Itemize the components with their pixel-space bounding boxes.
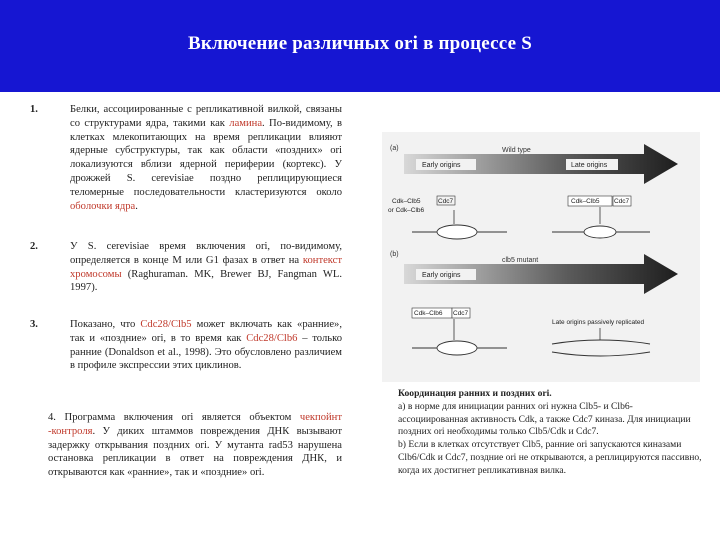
highlight-checkpoint: чекпойнт -контроля [48,412,342,437]
figure-caption [398,388,703,478]
list-item-2 [30,240,342,295]
page-title: Включение различных ori в процессе S [187,33,532,54]
panel-b-early: Early origins [422,272,461,279]
panel-b-label: (b) [390,251,399,258]
panel-b-title: clb5 mutant [502,257,539,264]
panel-a-kinase-2: or Cdk–Clb6 [388,207,425,214]
item-number: 1. [30,104,38,115]
replication-bubble-b-left [437,341,477,355]
highlight-cdc28-clb6: Cdc28/Clb6 [246,332,298,344]
item-number: 4. [48,412,56,423]
item-text: Белки, ассоциированные с репликативной вилкой, связаны со структурами ядра, такими как ламина. По-видимому, в клетках млекопитающих на время репликации влияют ядерные субструктуры, так как области «поздних» ori локализуются вблизи ядерной периферии (кортекс). У дрожжей S. cerevisiae поздно реплицирующиеся теломерные последовательности кластеризуются около оболочки ядра. [70,104,342,212]
passive-strand-bottom [552,352,650,356]
panel-a-title: Wild type [502,147,531,154]
replication-bubble-a-left [437,225,477,239]
panel-b-kinase: Cdk–Clb6 [414,310,443,317]
list-item-4 [48,411,342,480]
highlight-lamina: ламина [229,117,263,129]
item-text: Показано, что Cdc28/Clb5 может включать как «ранние», так и «поздние» ori, в то время как Cdc28/Clb6 – только ранние (Donaldson et al., 1998). Это обусловлено различием в профиле экспрессии этих циклинов. [70,319,342,372]
passive-strand-top [552,340,650,344]
caption-heading: Координация ранних и поздних ori. [398,388,552,399]
panel-a-early: Early origins [422,162,461,169]
panel-a-kinase-right: Cdk–Clb5 [571,198,600,205]
item-text: Программа включения ori является объектом чекпойнт -контроля. У диких штаммов повреждения ДНК вызывают задержку открывания поздних ori. У мутанта rad53 нарушена остановка репликации в ответ на повреждения ДНК, и открываются как «ранние», так и «поздние» ori. [48,412,342,479]
figure-diagram [382,132,700,382]
replication-bubble-a-right [584,226,616,238]
item-number: 2. [30,241,38,252]
item-number: 3. [30,319,38,330]
highlight-chromosome-context: контекст хромосомы [70,254,342,280]
panel-a-label: (a) [390,145,399,152]
panel-a-late: Late origins [571,162,608,169]
item-text: У S. cerevisiae время включения ori, по-видимому, определяется в конце M или G1 фазах в ответ на контекст хромосомы (Raghuraman. MK, Brewer BJ, Fangman WL. 1997). [70,241,342,294]
panel-a-cdc7-right: Cdc7 [614,198,630,205]
caption-para-a: а) в норме для инициации ранних ori нужна Clb5- и Clb6-ассоциированная активность Cdk, а также Cdc7 киназа. Для инициации поздних ori необходимы только Clb5/Cdk и Cdc7. [398,400,691,438]
title-banner [0,0,720,92]
list-item-1 [30,103,342,213]
caption-para-b: b) Если в клетках отсутствует Clb5, ранние ori запускаются киназами Clb6/Cdk и Cdc7, поздние ori не открываются, а реплицируются пассивно, когда их достигнет репликативная вилка. [398,439,702,476]
list-item-3 [30,318,342,373]
highlight-nuclear-envelope: оболочки ядра [70,200,136,212]
panel-a-cdc7-left: Cdc7 [438,198,454,205]
panel-b-cdc7: Cdc7 [453,310,469,317]
replication-figure [382,132,700,382]
panel-a-kinase-1: Cdk–Clb5 [392,198,421,205]
highlight-cdc28-clb5: Cdc28/Clb5 [140,319,192,330]
panel-b-late: Late origins passively replicated [552,319,645,326]
